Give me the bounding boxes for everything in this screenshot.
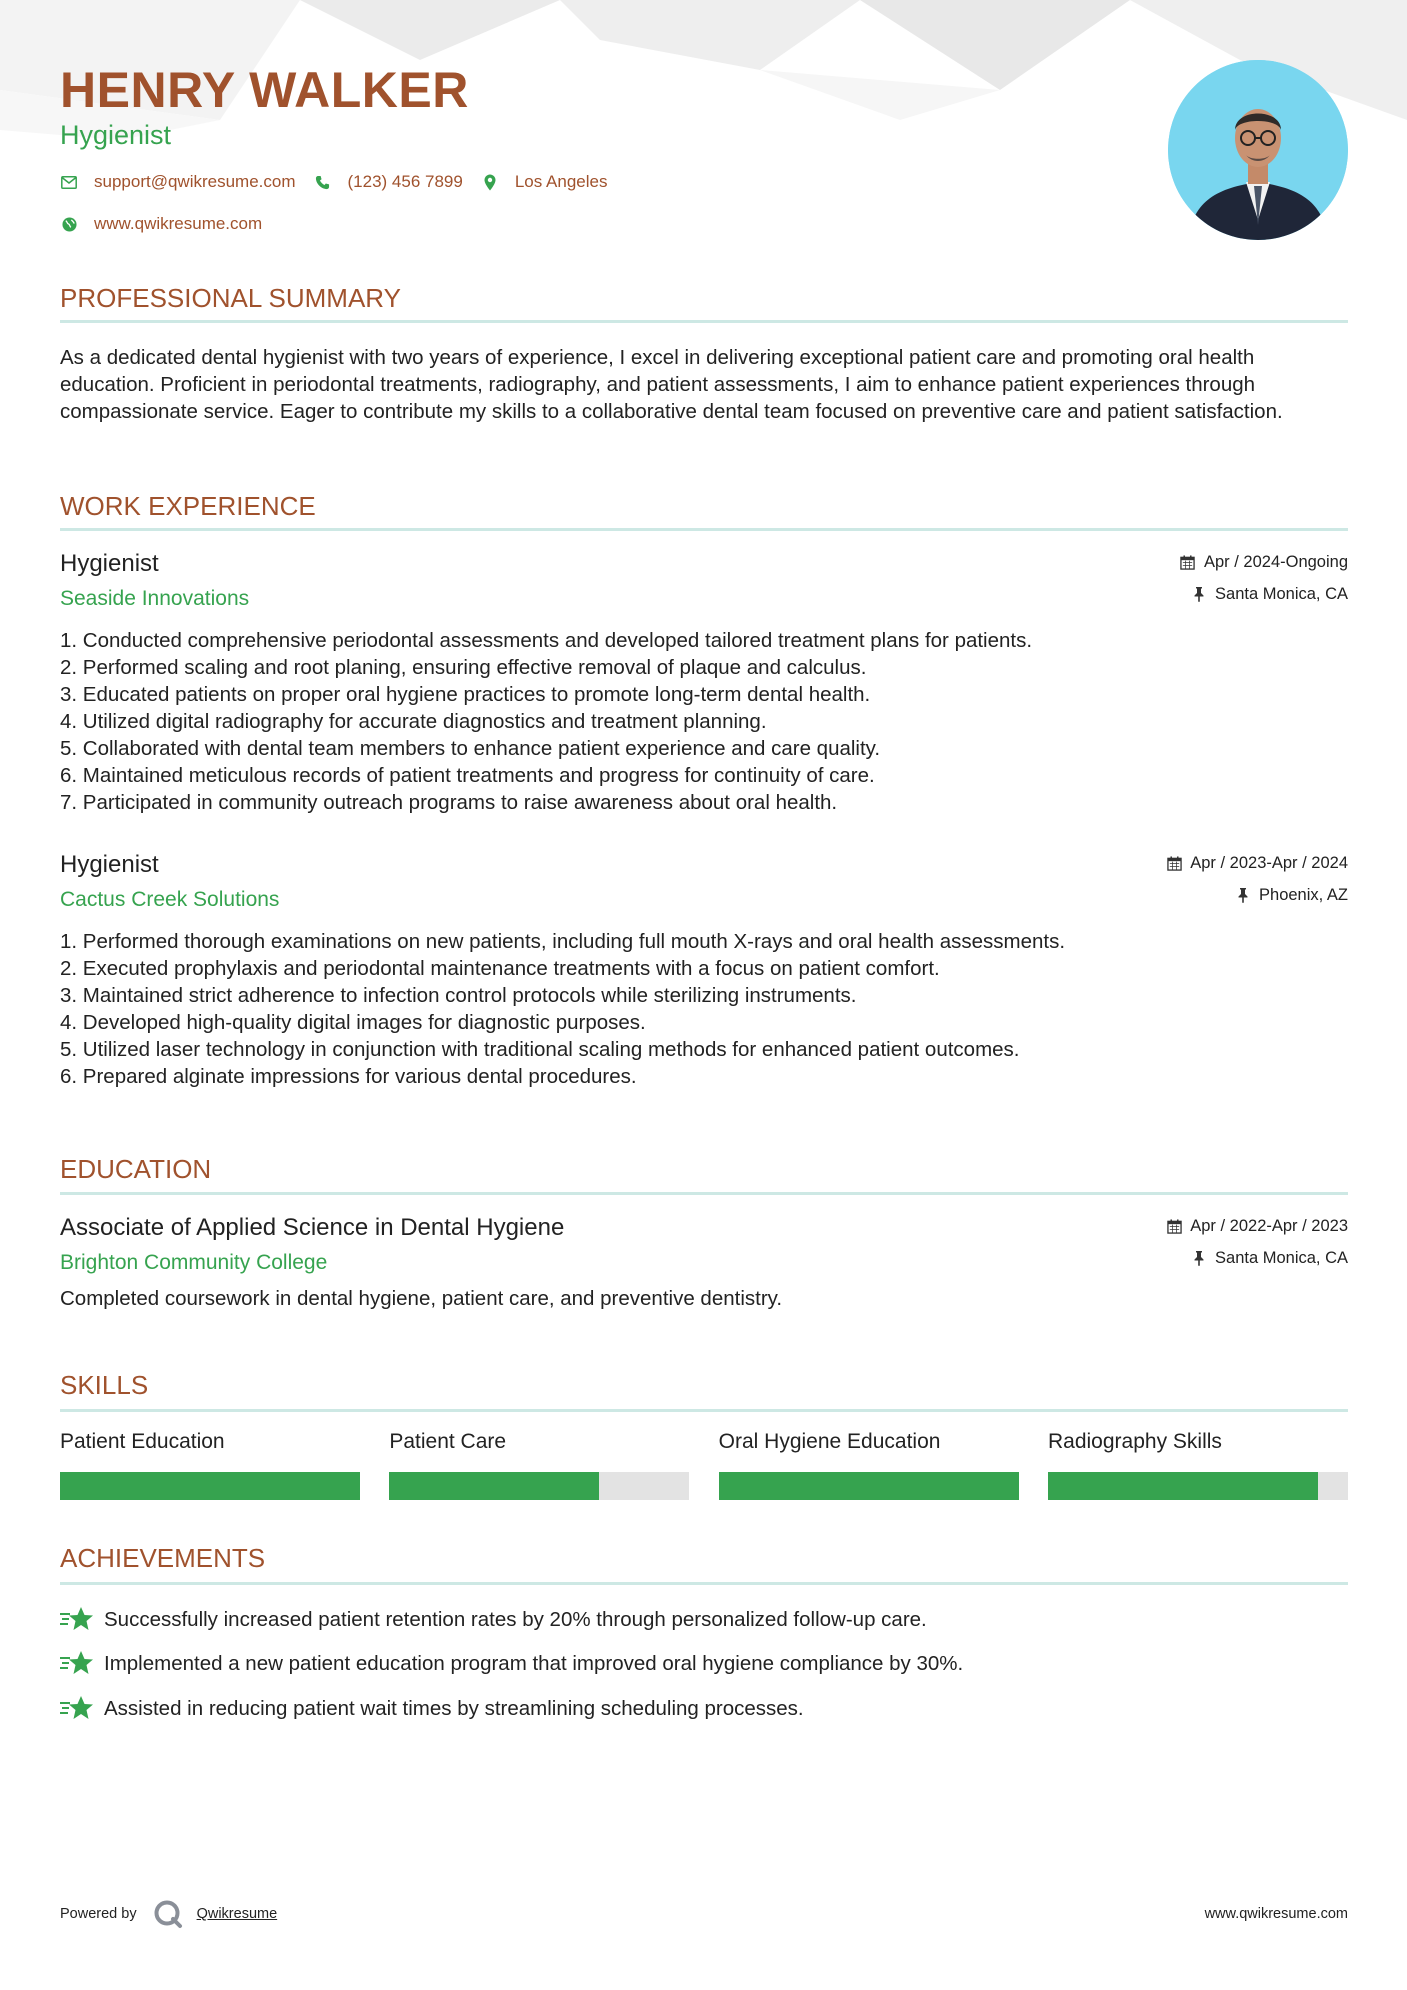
section-divider <box>60 1192 1348 1195</box>
map-pin-icon <box>481 173 499 191</box>
list-item: 1. Performed thorough examinations on new patients, including full mouth X-rays and oral health assessments. <box>60 930 1066 953</box>
skill-item <box>60 1428 360 1500</box>
list-item: 5. Collaborated with dental team members to enhance patient experience and care quality. <box>60 737 881 760</box>
job-company: Cactus Creek Solutions <box>60 888 280 911</box>
job-title: Hygienist <box>60 550 159 577</box>
education-location: Santa Monica, CA <box>1166 1245 1348 1271</box>
skill-bar <box>60 1472 360 1500</box>
pushpin-icon <box>1191 1250 1207 1266</box>
pushpin-icon <box>1191 586 1207 602</box>
qwikresume-link[interactable]: Qwikresume <box>196 1906 278 1922</box>
education-school: Brighton Community College <box>60 1251 328 1274</box>
skill-bar <box>1048 1472 1348 1500</box>
calendar-icon <box>1166 855 1182 871</box>
skill-name: Oral Hygiene Education <box>718 1430 941 1453</box>
candidate-name: HENRY WALKER <box>60 62 469 118</box>
star-icon <box>60 1694 94 1722</box>
skill-bar-fill <box>60 1472 360 1500</box>
achievement-item <box>60 1694 1348 1722</box>
skills-list <box>60 1428 1348 1500</box>
envelope-icon <box>60 173 78 191</box>
skill-bar-fill <box>1048 1472 1318 1500</box>
section-title-experience: WORK EXPERIENCE <box>60 491 316 521</box>
job-company: Seaside Innovations <box>60 587 250 610</box>
skill-bar <box>719 1472 1019 1500</box>
list-item: 4. Developed high-quality digital images for diagnostic purposes. <box>60 1011 646 1034</box>
globe-icon <box>60 215 78 233</box>
contact-row-primary <box>60 172 625 192</box>
skill-name: Patient Care <box>389 1430 507 1453</box>
skill-bar-fill <box>389 1472 599 1500</box>
section-title-education: EDUCATION <box>60 1154 212 1184</box>
footer-url[interactable]: www.qwikresume.com <box>1204 1906 1348 1922</box>
powered-by <box>60 1896 277 1932</box>
pushpin-icon <box>1235 887 1251 903</box>
contact-website[interactable] <box>60 214 262 234</box>
list-item: 1. Conducted comprehensive periodontal assessments and developed tailored treatment plans for patients. <box>60 629 1033 652</box>
section-divider <box>60 320 1348 323</box>
list-item: 2. Performed scaling and root planing, ensuring effective removal of plaque and calculus. <box>60 656 867 679</box>
star-icon <box>60 1605 94 1633</box>
education-description: Completed coursework in dental hygiene, patient care, and preventive dentistry. <box>60 1287 783 1310</box>
list-item: 3. Educated patients on proper oral hygiene practices to promote long-term dental health. <box>60 683 871 706</box>
education-meta <box>1166 1213 1348 1271</box>
achievement-text: Successfully increased patient retention rates by 20% through personalized follow-up care. <box>104 1607 927 1631</box>
job-location: Phoenix, AZ <box>1166 882 1348 908</box>
contact-location <box>481 172 608 192</box>
page-footer <box>60 1896 1348 1932</box>
skill-item <box>1048 1428 1348 1500</box>
job-location: Santa Monica, CA <box>1180 581 1348 607</box>
contact-phone[interactable] <box>314 172 463 192</box>
list-item: 2. Executed prophylaxis and periodontal maintenance treatments with a focus on patient comfort. <box>60 957 940 980</box>
skill-name: Patient Education <box>60 1430 225 1453</box>
list-item: 5. Utilized laser technology in conjunction with traditional scaling methods for enhanced patient outcomes. <box>60 1038 1020 1061</box>
achievement-text: Assisted in reducing patient wait times by streamlining scheduling processes. <box>104 1696 804 1720</box>
section-divider <box>60 528 1348 531</box>
job-meta <box>1166 850 1348 908</box>
list-item: 6. Prepared alginate impressions for various dental procedures. <box>60 1065 637 1088</box>
calendar-icon <box>1180 554 1196 570</box>
section-divider <box>60 1409 1348 1412</box>
contact-email[interactable] <box>60 172 296 192</box>
education-degree: Associate of Applied Science in Dental Hygiene <box>60 1214 565 1241</box>
list-item: 6. Maintained meticulous records of patient treatments and progress for continuity of care. <box>60 764 875 787</box>
skill-item <box>389 1428 689 1500</box>
list-item: 7. Participated in community outreach programs to raise awareness about oral health. <box>60 791 838 814</box>
skill-name: Radiography Skills <box>1047 1430 1222 1453</box>
education-entry <box>60 1213 1348 1312</box>
section-title-skills: SKILLS <box>60 1370 149 1400</box>
email-text: support@qwikresume.com <box>94 172 296 191</box>
job-meta <box>1180 549 1348 607</box>
job-bullets <box>60 928 1348 1090</box>
calendar-icon <box>1166 1218 1182 1234</box>
section-divider <box>60 1582 1348 1585</box>
job-entry <box>60 549 1348 816</box>
achievement-text: Implemented a new patient education program that improved oral hygiene compliance by 30%. <box>104 1651 964 1675</box>
location-text: Los Angeles <box>514 172 608 191</box>
skill-bar-fill <box>719 1472 1019 1500</box>
achievement-item <box>60 1605 1348 1633</box>
job-title: Hygienist <box>60 851 159 878</box>
list-item: 4. Utilized digital radiography for accurate diagnostics and treatment planning. <box>60 710 767 733</box>
qwikresume-logo-icon <box>153 1899 183 1929</box>
star-icon <box>60 1649 94 1677</box>
profile-photo <box>1168 60 1348 240</box>
job-date: Apr / 2024-Ongoing <box>1180 549 1348 575</box>
contact-row-secondary <box>60 214 280 234</box>
section-title-summary: PROFESSIONAL SUMMARY <box>60 283 401 313</box>
job-bullets <box>60 627 1348 816</box>
education-date: Apr / 2022-Apr / 2023 <box>1166 1213 1348 1239</box>
phone-text: (123) 456 7899 <box>347 172 463 191</box>
professional-summary-text: As a dedicated dental hygienist with two years of experience, I excel in delivering exceptional patient care and promoting oral health education. Proficient in periodontal treatments, radiography, and patient assessments, I aim to enhance patient experiences through compassionate service. Eager to contribute my skills to a collaborative dental team focused on preventive care and patient satisfaction. <box>60 346 1283 423</box>
job-date: Apr / 2023-Apr / 2024 <box>1166 850 1348 876</box>
achievement-item <box>60 1649 1348 1677</box>
candidate-title: Hygienist <box>60 120 172 150</box>
job-entry <box>60 850 1348 1090</box>
powered-by-label: Powered by <box>60 1906 137 1922</box>
list-item: 3. Maintained strict adherence to infection control protocols while sterilizing instruments. <box>60 984 857 1007</box>
website-text: www.qwikresume.com <box>94 214 263 233</box>
skill-item <box>719 1428 1019 1500</box>
section-title-achievements: ACHIEVEMENTS <box>60 1543 266 1573</box>
phone-icon <box>314 173 332 191</box>
skill-bar <box>389 1472 689 1500</box>
